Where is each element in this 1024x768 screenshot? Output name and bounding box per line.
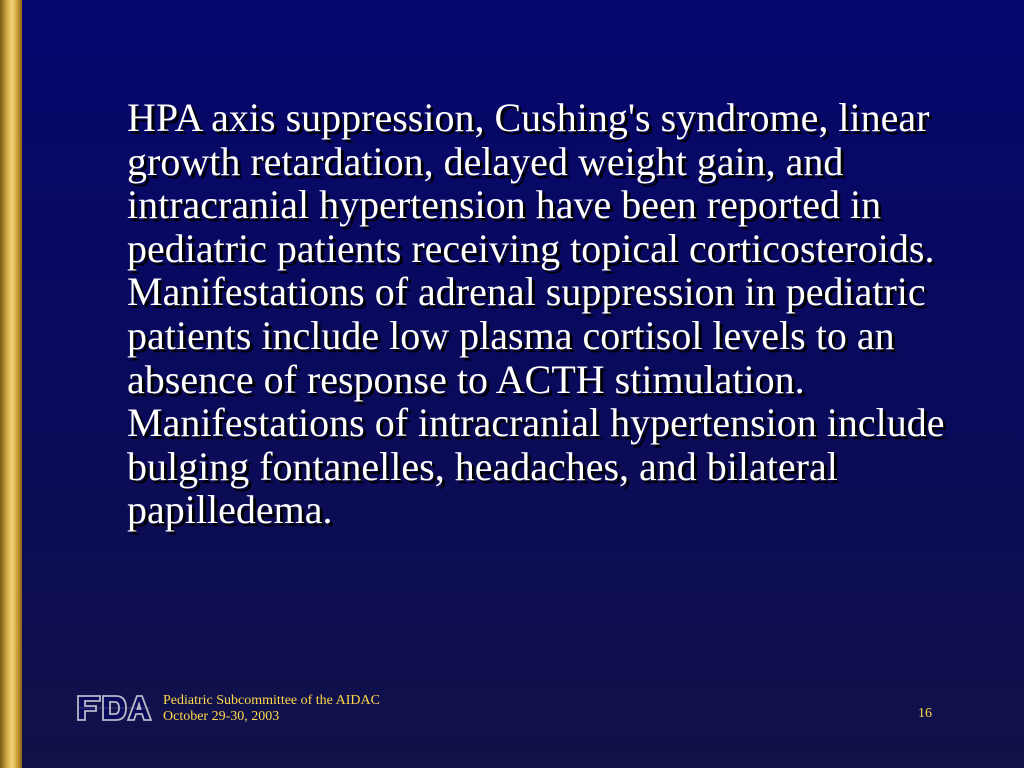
gold-side-bar	[0, 0, 22, 768]
footer-committee-name: Pediatric Subcommittee of the AIDAC	[163, 693, 380, 708]
slide-body-text: HPA axis suppression, Cushing's syndrome, linear growth retardation, delayed weight gain, and intracranial hypertension have been reported in pediatric patients receiving topical corticosteroids. Manifestations of adrenal suppression in pediatric patients include low plasma cortisol levels to an absence of response to ACTH stimulation. Manifestations of intracranial hypertension include bulging fontanelles, headaches, and bilateral papilledema.	[127, 95, 945, 533]
footer-meeting-info	[163, 693, 380, 725]
fda-logo	[76, 692, 152, 724]
fda-logo-graphic	[76, 692, 152, 724]
slide-number: 16	[918, 706, 932, 721]
footer-meeting-date: October 29-30, 2003	[163, 709, 280, 724]
